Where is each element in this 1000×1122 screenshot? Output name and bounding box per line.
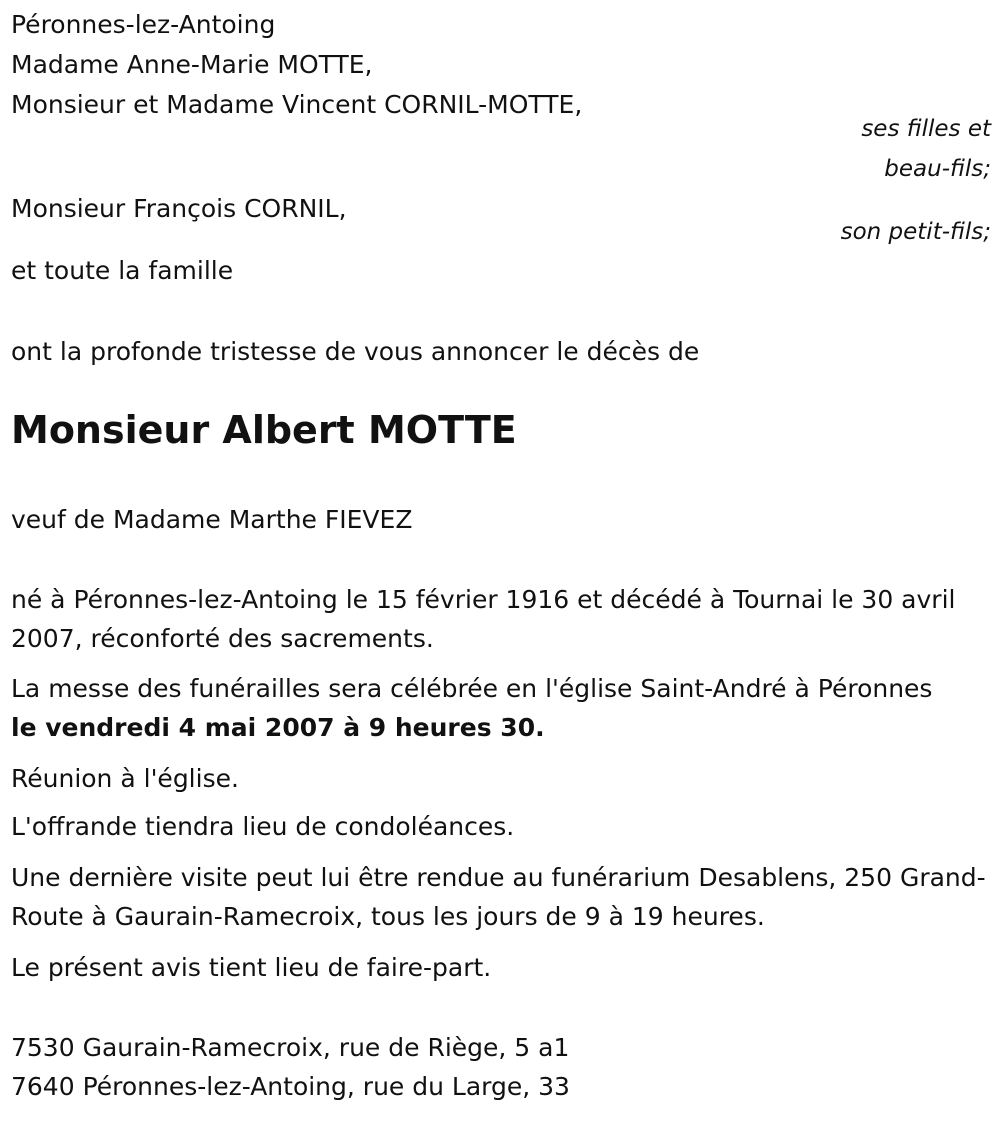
- relation-grandson: son petit-fils;: [840, 219, 991, 245]
- announcement-text: ont la profonde tristesse de vous annoncer le décès de: [11, 337, 700, 366]
- family-line-daughter: Madame Anne-Marie MOTTE,: [11, 50, 373, 79]
- address-line: 7530 Gaurain-Ramecroix, rue de Riège, 5 a1: [11, 1033, 570, 1062]
- mass-paragraph: [11, 669, 986, 747]
- notice-line: Le présent avis tient lieu de faire-part.: [11, 953, 492, 982]
- mass-date: le vendredi 4 mai 2007 à 9 heures 30.: [11, 713, 545, 742]
- obituary-notice: [11, 0, 991, 1122]
- address-line: 7640 Péronnes-lez-Antoing, rue du Large, 33: [11, 1072, 570, 1101]
- relation-daughters-b: beau-fils;: [884, 156, 991, 182]
- relation-daughters-a: ses filles et: [861, 116, 991, 142]
- city-heading: Péronnes-lez-Antoing: [11, 10, 276, 39]
- family-line-couple: Monsieur et Madame Vincent CORNIL-MOTTE,: [11, 90, 583, 119]
- offering-line: L'offrande tiendra lieu de condoléances.: [11, 812, 515, 841]
- visit-paragraph: Une dernière visite peut lui être rendue au funérarium Desablens, 250 Grand-Route à Gaurain-Ramecroix, tous les jours de 9 à 19 heures.: [11, 863, 986, 931]
- birth-death-paragraph: né à Péronnes-lez-Antoing le 15 février 1916 et décédé à Tournai le 30 avril 2007, réconforté des sacrements.: [11, 585, 956, 653]
- spouse-line: veuf de Madame Marthe FIEVEZ: [11, 505, 413, 534]
- family-line-all: et toute la famille: [11, 256, 234, 285]
- family-line-grandson: Monsieur François CORNIL,: [11, 194, 347, 223]
- meeting-line: Réunion à l'église.: [11, 764, 239, 793]
- deceased-name: Monsieur Albert MOTTE: [11, 408, 517, 452]
- mass-intro: La messe des funérailles sera célébrée en l'église Saint-André à Péronnes: [11, 674, 933, 703]
